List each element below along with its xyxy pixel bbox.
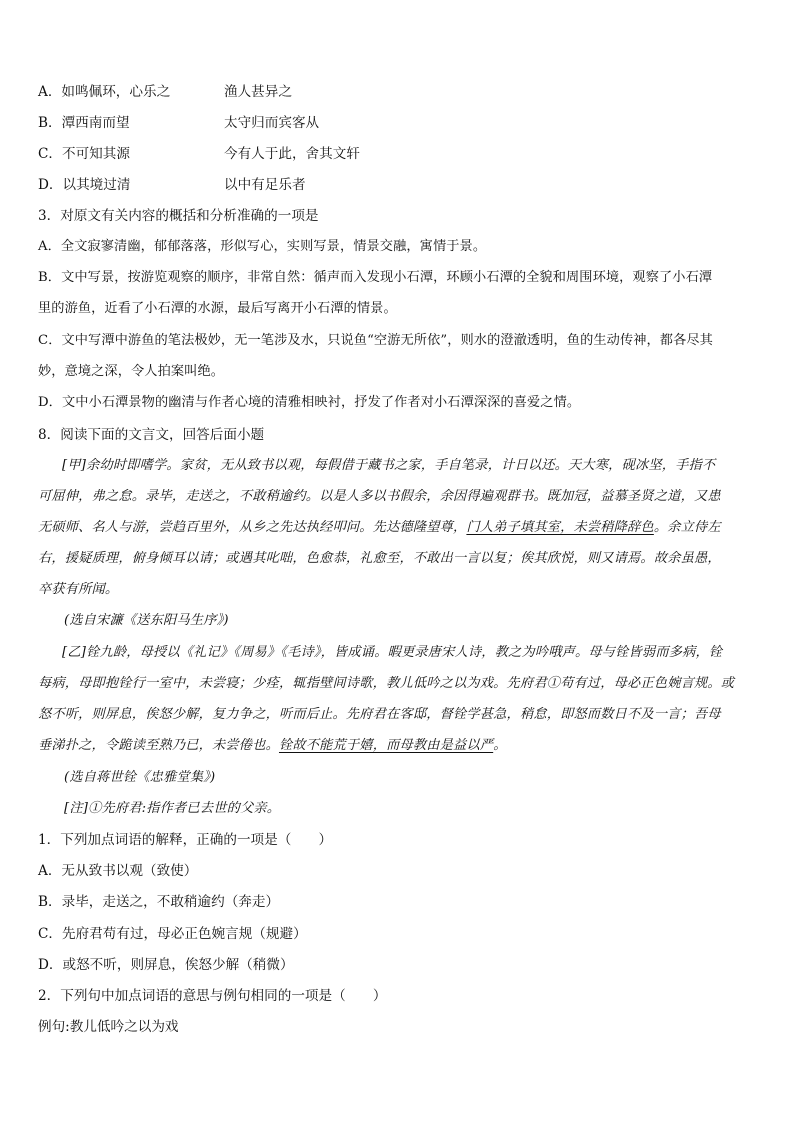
subq1-option-d: D．或怒不听，则屏息，俟怒少解（稍微）	[38, 957, 294, 973]
underlined-sentence: 铨故不能荒于嬉，而母教由是益以严	[278, 738, 494, 753]
passage-jia-line1: [甲]余幼时即嗜学。家贫，无从致书以观，每假借于藏书之家，手自笔录，计日以还。天大寒，砚冰坚，手指不	[62, 458, 716, 473]
subq2-stem: 2．下列句中加点词语的意思与例句相同的一项是（ ）	[38, 988, 387, 1004]
passage-text: 垂涕扑之，令跪读至熟乃已，未尝倦也。	[38, 738, 279, 753]
subq2-example: 例句:教儿低吟之以为戏	[38, 1019, 179, 1035]
q3-stem: 3．对原文有关内容的概括和分析准确的一项是	[38, 208, 319, 224]
passage-jia-line4: 右，援疑质理，俯身倾耳以请；或遇其叱咄，色愈恭，礼愈至，不敢出一言以复；俟其欣悦，则又请焉。故余虽愚，	[38, 551, 721, 566]
subq1-stem: 1．下列加点词语的解释，正确的一项是（ ）	[38, 832, 333, 848]
underlined-sentence: 门人弟子填其室，未尝稍降辞色	[466, 520, 654, 535]
passage-jia-line3	[38, 518, 758, 538]
passage-text: 。余立侍左	[653, 520, 721, 535]
passage-yi-source: (选自蒋世铨《忠雅堂集》)	[64, 770, 216, 785]
passage-jia-line2: 可屈伸，弗之怠。录毕，走送之，不敢稍逾约。以是人多以书假余，余因得遍观群书。既加冠，益慕圣贤之道，又患	[38, 489, 721, 504]
passage-yi-line1: [乙]铨九龄，母授以《礼记》《周易》《毛诗》，皆成诵。暇更录唐宋人诗，教之为吟哦声。母与铨皆弱而多病，铨	[62, 645, 723, 660]
q3-option-c-line1: C．文中写潭中游鱼的笔法极妙，无一笔涉及水，只说鱼“空游无所依”，则水的澄澈透明，鱼的生动传神，都各尽其	[38, 333, 713, 348]
option-left: B．潭西南而望	[38, 115, 130, 131]
option-right: 以中有足乐者	[224, 177, 306, 193]
passage-yi-line3: 怒不听，则屏息，俟怒少解，复力争之，听而后止。先府君在客邸，督铨学甚急，稍怠，即怒而数日不及一言；吾母	[38, 707, 721, 722]
passage-note: [注]①先府君:指作者已去世的父亲。	[64, 801, 281, 816]
q2-option-d	[38, 175, 758, 195]
passage-yi-line2: 每病，母即抱铨行一室中，未尝寝；少痊，辄指壁间诗歌，教儿低吟之以为戏。先府君①苟有过，母必正色婉言规。或	[38, 676, 735, 691]
option-left: C．不可知其源	[38, 146, 130, 162]
option-right: 今有人于此，舍其文轩	[224, 146, 360, 162]
q8-stem: 8．阅读下面的文言文，回答后面小题	[38, 427, 265, 443]
option-left: A．如鸣佩环，心乐之	[38, 84, 171, 100]
q3-option-d: D．文中小石潭景物的幽清与作者心境的清雅相映衬，抒发了作者对小石潭深深的喜爱之情。	[38, 395, 581, 410]
subq1-option-a: A．无从致书以观（致使）	[38, 863, 198, 879]
option-right: 渔人甚异之	[224, 84, 292, 100]
q3-option-c-line2: 妙，意境之深，令人拍案叫绝。	[38, 364, 225, 379]
q2-option-b	[38, 113, 758, 133]
subq1-option-b: B．录毕，走送之，不敢稍逾约（奔走）	[38, 894, 280, 910]
passage-jia-source: (选自宋濂《送东阳马生序》)	[64, 613, 229, 628]
passage-jia-line5: 卒获有所闻。	[38, 582, 119, 597]
passage-text: 。	[493, 738, 507, 753]
passage-text: 无硕师、名人与游，尝趋百里外，从乡之先达执经叩问。先达德隆望尊，	[38, 520, 467, 535]
q3-option-b-line2: 里的游鱼，近看了小石潭的水源，最后写离开小石潭的情景。	[38, 301, 397, 316]
q2-option-c	[38, 144, 758, 164]
q3-option-b-line1: B．文中写景，按游览观察的顺序，非常自然：循声而入发现小石潭，环顾小石潭的全貌和周围环境，观察了小石潭	[38, 270, 713, 285]
option-right: 太守归而宾客从	[224, 115, 320, 131]
option-left: D．以其境过清	[38, 177, 131, 193]
q2-option-a	[38, 82, 758, 102]
q3-option-a: A．全文寂寥清幽，郁郁落落，形似写心，实则写景，情景交融，寓情于景。	[38, 239, 487, 254]
subq1-option-c: C．先府君苟有过，母必正色婉言规（规避）	[38, 926, 307, 942]
passage-yi-line4	[38, 736, 758, 756]
